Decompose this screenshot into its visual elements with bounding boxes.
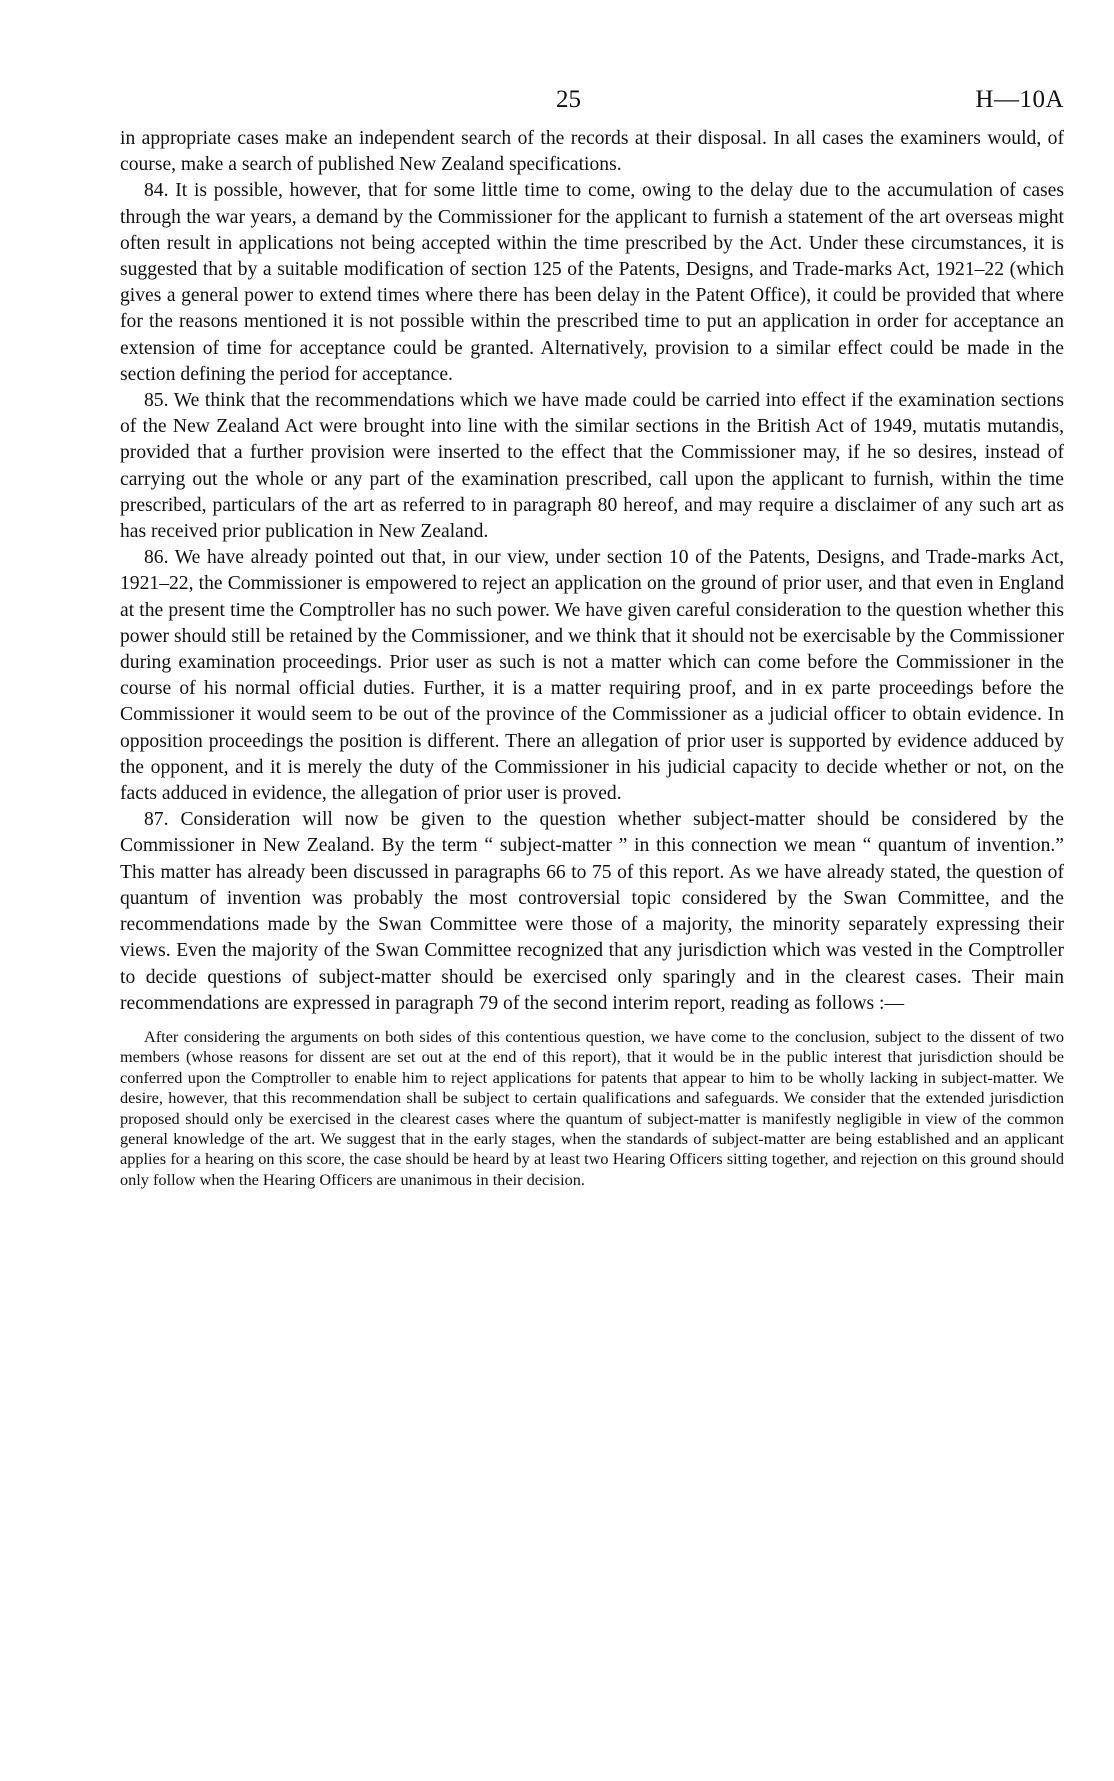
paragraph-85 [120, 388, 1064, 545]
paragraph-text: It is possible, however, that for some little time to come, owing to the delay due to the accumulation of cases through the war years, a demand by the Commissioner for the applicant to furnish a statement of the art overseas might often result in applications not being accepted within the time prescribed by the Act. Under these circumstances, it is suggested that by a suitable modification of section 125 of the Patents, Designs, and Trade-marks Act, 1921–22 (which gives a general power to extend times where there has been delay in the Patent Office), it could be provided that where for the reasons mentioned it is not possible within the prescribed time to put an application in order for acceptance an extension of time for acceptance could be granted. Alternatively, provision to a similar effect could be made in the section defining the period for acceptance. [120, 180, 1064, 385]
paragraph-number: 86. [144, 547, 169, 569]
paragraph-number: 84. [144, 180, 169, 202]
paragraph-text: Consideration will now be given to the question whether subject-matter should be considered by the Commissioner in New Zealand. By the term “ subject-matter ” in this connection we mean “ quantum of invention.” This matter has already been discussed in paragraphs 66 to 75 of this report. As we have already stated, the question of quantum of invention was probably the most controversial topic considered by the Swan Committee, and the recommendations made by the Swan Committee were those of a majority, the minority separately expressing their views. Even the majority of the Swan Committee recognized that any jurisdiction which was vested in the Comptroller to decide questions of subject-matter should be exercised only sparingly and in the clearest cases. Their main recommendations are expressed in paragraph 79 of the second interim report, reading as follows :— [120, 809, 1064, 1014]
paragraph-number: 85. [144, 390, 169, 412]
paragraph-84 [120, 178, 1064, 388]
paragraph-text: We have already pointed out that, in our view, under section 10 of the Patents, Designs, and Trade-marks Act, 1921–22, the Commissioner is empowered to reject an application on the ground of prior user, and that even in England at the present time the Comptroller has no such power. We have given careful consideration to the question whether this power should still be retained by the Commissioner, and we think that it should not be exercisable by the Commissioner during examination proceedings. Prior user as such is not a matter which can come before the Commissioner in the course of his normal official duties. Further, it is a matter requiring proof, and in ex parte proceedings before the Commissioner it would seem to be out of the province of the Commissioner as a judicial officer to obtain evidence. In opposition proceedings the position is different. There an allegation of prior user is supported by evidence adduced by the opponent, and it is merely the duty of the Commissioner in his judicial capacity to decide whether or not, on the facts adduced in evidence, the allegation of prior user is proved. [120, 547, 1064, 805]
paragraph-text: We think that the recommendations which we have made could be carried into effect if the examination sections of the New Zealand Act were brought into line with the similar sections in the British Act of 1949, mutatis mutandis, provided that a further provision were inserted to the effect that the Commissioner may, if he so desires, instead of carrying out the whole or any part of the examination prescribed, call upon the applicant to furnish, within the time prescribed, particulars of the art as referred to in paragraph 80 hereof, and may require a disclaimer of any such art as has received prior publication in New Zealand. [120, 390, 1064, 543]
paragraph-86 [120, 545, 1064, 807]
page-number: 25 [556, 86, 581, 113]
body-text [120, 126, 1064, 1017]
document-reference: H—10A [975, 86, 1064, 113]
paragraph-continuation [120, 126, 1064, 178]
document-page [120, 86, 1064, 1190]
paragraph-text: in appropriate cases make an independent search of the records at their disposal. In all cases the examiners would, of course, make a search of published New Zealand specifications. [120, 128, 1064, 176]
paragraph-number: 87. [144, 809, 169, 831]
paragraph-87 [120, 807, 1064, 1017]
block-quote: After considering the arguments on both sides of this contentious question, we have come to the conclusion, subject to the dissent of two members (whose reasons for dissent are set out at the end of this report), that it would be in the public interest that jurisdiction should be conferred upon the Comptroller to enable him to reject applications for patents that appear to him to be wholly lacking in subject-matter. We desire, however, that this recommendation shall be subject to certain qualifications and safeguards. We consider that the extended jurisdiction proposed should only be exercised in the clearest cases where the quantum of subject-matter is manifestly negligible in view of the common general knowledge of the art. We suggest that in the early stages, when the standards of subject-matter are being established and an applicant applies for a hearing on this score, the case should be heard by at least two Hearing Officers sitting together, and rejection on this ground should only follow when the Hearing Officers are unanimous in their decision. [120, 1026, 1064, 1189]
page-header [120, 86, 1064, 126]
